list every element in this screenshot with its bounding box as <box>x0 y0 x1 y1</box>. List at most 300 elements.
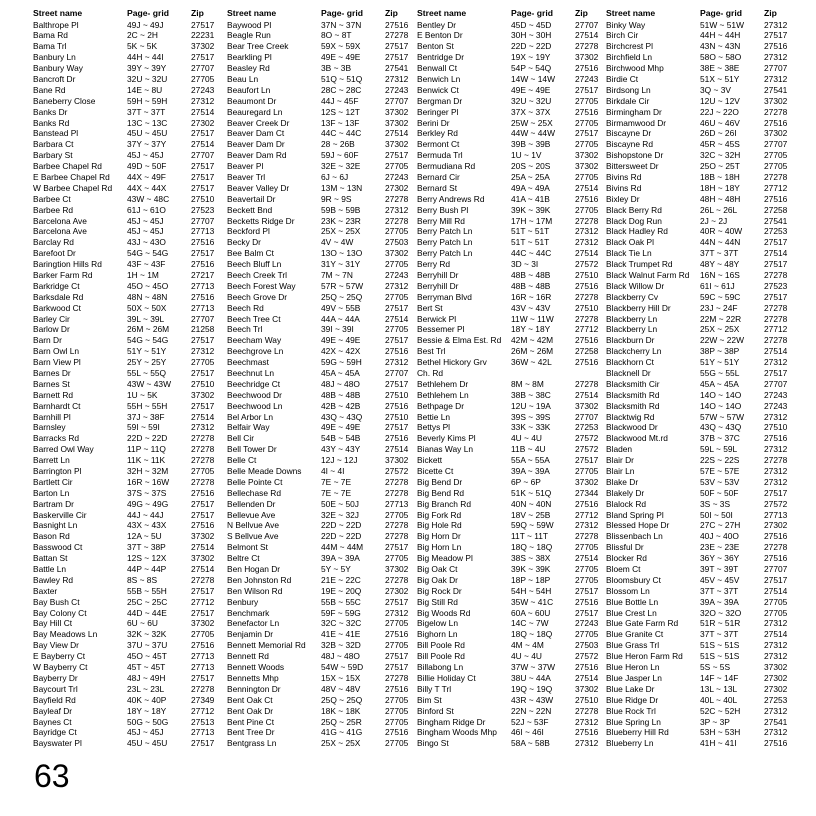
zip-code: 27514 <box>191 139 215 150</box>
street-name: Bearkling Pl <box>227 52 272 63</box>
page-grid: 11K ~ 11K <box>127 455 166 466</box>
zip-header: Zip <box>385 8 398 18</box>
street-name: Blue Grass Trl <box>606 640 660 651</box>
zip-code: 37302 <box>385 564 409 575</box>
street-name: Blalock Rd <box>606 498 647 509</box>
zip-code: 27707 <box>764 63 788 74</box>
page-grid: 43V ~ 43V <box>511 302 551 313</box>
zip-code: 37302 <box>575 400 599 411</box>
street-name: Beechwood Dr <box>227 389 282 400</box>
page-grid: 48B ~ 48B <box>511 269 551 280</box>
page-grid: 59H ~ 59H <box>127 95 168 106</box>
page-grid: 48B ~ 48B <box>511 280 551 291</box>
page-grid: 39L ~ 39L <box>127 313 165 324</box>
zip-code: 27302 <box>191 117 215 128</box>
street-name: Berry Patch Ln <box>417 248 473 259</box>
street-name: Blackberry Cv <box>606 291 659 302</box>
zip-code: 21258 <box>191 324 215 335</box>
street-name: Blue Spring Ln <box>606 716 661 727</box>
page-grid: 18P ~ 18P <box>511 574 551 585</box>
street-name: Big Oak Ct <box>417 564 458 575</box>
page-grid: 55G ~ 55L <box>700 368 740 378</box>
zip-code: 27312 <box>764 466 788 477</box>
page-grid: 44J ~ 45F <box>321 95 359 106</box>
street-name: W Barbee Chapel Rd <box>33 182 113 193</box>
street-name: Berini Dr <box>417 117 450 128</box>
zip-code: 27516 <box>385 346 409 357</box>
zip-code: 27517 <box>385 41 409 52</box>
street-name: Biscayne Dr <box>606 128 652 139</box>
zip-code: 27516 <box>575 280 599 291</box>
street-name: Benwick Ct <box>417 84 459 95</box>
page-grid: 51K ~ 51Q <box>511 487 552 498</box>
zip-code: 22231 <box>191 30 215 41</box>
street-name: Beaumont Dr <box>227 95 277 106</box>
zip-code: 27243 <box>385 171 409 182</box>
zip-code: 27517 <box>385 52 409 63</box>
page-grid: 37B ~ 37C <box>700 433 740 444</box>
page-grid: 39B ~ 39B <box>511 139 551 150</box>
zip-code: 27705 <box>385 738 409 749</box>
page-grid: 16R ~ 16W <box>127 476 170 487</box>
zip-code: 27278 <box>191 444 215 455</box>
street-name: Blocker Rd <box>606 553 647 564</box>
page-grid: 58A ~ 58B <box>511 738 550 749</box>
zip-code: 27517 <box>191 400 215 411</box>
page-grid: 39K ~ 39K <box>511 564 551 575</box>
zip-code: 27312 <box>764 476 788 487</box>
zip-code: 27517 <box>385 596 409 607</box>
street-name: Bennett Memorial Rd <box>227 640 306 651</box>
street-name: Beechridge Ct <box>227 378 281 389</box>
zip-code: 27541 <box>385 63 409 74</box>
zip-code: 27517 <box>191 52 215 63</box>
street-name: Blue Bottle Ln <box>606 596 659 607</box>
zip-code: 27705 <box>575 117 599 128</box>
street-name: Bianas Way Ln <box>417 444 474 455</box>
zip-code: 27705 <box>764 607 788 618</box>
page-grid: 5Y ~ 5Y <box>321 564 351 575</box>
page-grid: 54W ~ 59D <box>321 662 364 673</box>
zip-code: 27302 <box>385 585 409 596</box>
zip-code: 27517 <box>385 335 409 346</box>
street-name: Bayswater Pl <box>33 738 82 749</box>
page-grid: 59F ~ 59G <box>321 607 361 618</box>
page-grid: 18V ~ 25B <box>511 509 551 520</box>
zip-code: 27516 <box>575 498 599 509</box>
page-grid: 19E ~ 20Q <box>321 585 362 596</box>
zip-code: 27705 <box>385 226 409 237</box>
zip-code: 27516 <box>191 237 215 248</box>
page-grid: 25A ~ 25A <box>511 171 550 182</box>
street-name: Barrington Pl <box>33 466 82 477</box>
page-grid: 48Y ~ 48Y <box>700 259 740 270</box>
zip-code: 27278 <box>191 433 215 444</box>
street-name: Barker Farm Rd <box>33 269 93 280</box>
page-grid: 39Y ~ 39Y <box>127 63 167 74</box>
zip-code: 27713 <box>191 302 215 313</box>
zip-code: 27312 <box>575 226 599 237</box>
page-grid: 15X ~ 15X <box>321 672 361 683</box>
page-grid: 50X ~ 50X <box>127 302 167 313</box>
page-grid: 5K ~ 5K <box>127 41 158 52</box>
street-name: Beagle Run <box>227 30 271 41</box>
page-grid: 52J ~ 53F <box>511 716 549 727</box>
street-name: Bay Bush Ct <box>33 596 80 607</box>
street-name: Big Still Rd <box>417 596 458 607</box>
street-name: Bermont Ct <box>417 139 460 150</box>
page-grid: 32H ~ 32M <box>127 466 169 477</box>
zip-code: 27278 <box>575 313 599 324</box>
street-name: Birkdale Cir <box>606 95 650 106</box>
street-name: Benton St <box>417 41 454 52</box>
page-grid: 43Y ~ 43Y <box>321 444 361 455</box>
street-name: Barcelona Ave <box>33 226 87 237</box>
page-number: 63 <box>34 758 70 794</box>
street-name: Beaver Trl <box>227 171 266 182</box>
street-name: Benjamin Dr <box>227 629 274 640</box>
street-name: Beaver Dam Rd <box>227 150 287 161</box>
page-grid: 1U ~ 1V <box>511 150 542 161</box>
zip-code: 27707 <box>764 564 788 575</box>
page-grid: 45O ~ 45T <box>127 651 167 662</box>
street-name: Blair Ln <box>606 466 635 477</box>
page-grid: 27C ~ 27H <box>700 520 741 531</box>
page-grid: 44H ~ 44H <box>700 30 741 41</box>
street-name: Bickett <box>417 455 443 466</box>
page-grid: 12S ~ 12T <box>321 106 360 117</box>
page-grid: 43R ~ 43W <box>511 694 554 705</box>
page-grid: 59X ~ 59X <box>321 41 361 52</box>
page-grid: 14E ~ 8U <box>127 84 163 95</box>
page-grid: 40R ~ 40W <box>700 226 743 237</box>
street-name: Big Meadow Pl <box>417 553 473 564</box>
page-grid: 25X ~ 25X <box>700 324 740 335</box>
zip-code: 27705 <box>385 509 409 520</box>
street-name: Bloomsbury Ct <box>606 574 661 585</box>
street-name: Bel Arbor Ln <box>227 411 274 422</box>
page-grid: 36Y ~ 36Y <box>700 553 740 564</box>
street-name: Blue Lake Dr <box>606 683 655 694</box>
street-name: Bancroft Dr <box>33 73 76 84</box>
zip-code: 27516 <box>385 683 409 694</box>
page-grid: 45U ~ 45U <box>127 128 168 139</box>
street-name: Ben Wilson Rd <box>227 585 283 596</box>
page-grid: 18B ~ 18H <box>700 171 740 182</box>
page-grid: 51Y ~ 51Y <box>700 357 740 368</box>
zip-code: 27516 <box>385 433 409 444</box>
page-grid: 45J ~ 45J <box>127 226 164 237</box>
street-name: Beech Rd <box>227 302 264 313</box>
street-name: Berryman Blvd <box>417 291 472 302</box>
zip-code: 27517 <box>191 585 215 596</box>
page-grid: 25C ~ 25C <box>127 596 168 607</box>
page-grid: 22J ~ 22O <box>700 106 739 117</box>
page-grid: 61J ~ 61O <box>127 204 166 215</box>
street-name: Blakely Dr <box>606 487 645 498</box>
zip-code: 27278 <box>764 171 788 182</box>
street-name: Bennett Rd <box>227 651 269 662</box>
street-name: Benwall Ct <box>417 63 458 74</box>
page-grid: 18Q ~ 18Q <box>511 629 553 640</box>
street-name: Bethlehem Ln <box>417 389 469 400</box>
street-name: Black Dog Run <box>606 215 662 226</box>
street-name: Bim St <box>417 694 442 705</box>
page-grid: 32O ~ 32O <box>700 607 742 618</box>
zip-code: 37302 <box>191 41 215 52</box>
page-grid: 37N ~ 37N <box>321 19 362 30</box>
zip-code: 37302 <box>191 553 215 564</box>
street-name: Bayleaf Dr <box>33 705 73 716</box>
page-grid: 46U ~ 46V <box>700 117 740 128</box>
zip-code: 27312 <box>385 204 409 215</box>
street-name: Beecham Way <box>227 335 282 346</box>
street-name: Binky Way <box>606 19 646 30</box>
street-name: Banstead Pl <box>33 128 79 139</box>
street-name: Beaver Valley Dr <box>227 182 290 193</box>
zip-code: 27344 <box>575 487 599 498</box>
street-name: Bergman Dr <box>417 95 463 106</box>
zip-code: 27514 <box>764 346 788 357</box>
page-grid: 26M ~ 26M <box>127 324 170 335</box>
page-grid: 59J ~ 60F <box>321 150 359 161</box>
zip-code: 27517 <box>764 30 788 41</box>
page-grid: 37U ~ 37U <box>127 640 168 651</box>
page-grid: 45A ~ 45A <box>321 368 360 378</box>
page-grid: 3Q ~ 3V <box>700 84 731 95</box>
page-grid: 43Q ~ 43Q <box>321 411 363 422</box>
street-name: Bell Cir <box>227 433 254 444</box>
zip-code: 27516 <box>191 291 215 302</box>
page-grid: 32K ~ 32K <box>127 629 167 640</box>
street-name: Banbury Way <box>33 63 83 74</box>
page-grid: 16R ~ 16R <box>511 291 552 302</box>
zip-code: 27705 <box>575 542 599 553</box>
page-grid-header: Page- grid <box>511 8 554 18</box>
zip-code: 37302 <box>575 161 599 172</box>
zip-code: 27713 <box>191 651 215 662</box>
zip-code: 27514 <box>191 411 215 422</box>
zip-code: 27516 <box>575 335 599 346</box>
street-name: Blacksmith Rd <box>606 389 660 400</box>
street-name: Black Berry Rd <box>606 204 662 215</box>
street-name: Best Trl <box>417 346 446 357</box>
page-grid: 11W ~ 11W <box>511 313 554 324</box>
page-grid: 48J ~ 49H <box>127 672 166 683</box>
street-name: Black Willow Dr <box>606 280 665 291</box>
street-name: Bama Trl <box>33 41 67 52</box>
street-name: Beech Creek Trl <box>227 269 288 280</box>
zip-code: 27278 <box>575 531 599 542</box>
page-grid: 13O ~ 13O <box>321 248 363 259</box>
zip-code: 27523 <box>764 280 788 291</box>
page-grid: 45U ~ 45U <box>127 738 168 749</box>
street-name: Berry Andrews Rd <box>417 193 485 204</box>
zip-code: 27278 <box>385 574 409 585</box>
zip-code: 27516 <box>575 193 599 204</box>
page-grid: 43J ~ 43O <box>127 237 166 248</box>
page-grid: 26M ~ 26M <box>511 346 554 357</box>
page-grid: 44M ~ 44M <box>321 542 364 553</box>
page-grid: 44P ~ 44P <box>127 564 167 575</box>
zip-code: 27312 <box>764 411 788 422</box>
street-name: Bent Pine Ct <box>227 716 275 727</box>
zip-code: 27514 <box>764 248 788 259</box>
street-name: Bay Colony Ct <box>33 607 87 618</box>
street-name: Bill Poole Rd <box>417 640 465 651</box>
street-name: Bell Tower Dr <box>227 444 277 455</box>
street-name: Beauregard Ln <box>227 106 283 117</box>
page-grid: 7M ~ 7N <box>321 269 353 280</box>
street-name: Barnes Dr <box>33 368 71 378</box>
street-name: Big Horn Ln <box>417 542 462 553</box>
street-name: Belle Ct <box>227 455 257 466</box>
zip-code: 27312 <box>764 19 788 30</box>
page-grid: 22D ~ 22D <box>127 433 168 444</box>
street-name: Bethpage Dr <box>417 400 465 411</box>
zip-code: 27514 <box>385 128 409 139</box>
zip-code: 27517 <box>191 368 215 378</box>
zip-code: 27516 <box>764 738 788 749</box>
zip-code: 27705 <box>385 259 409 270</box>
page-grid: 6P ~ 6P <box>511 476 541 487</box>
street-name: Barnett Rd <box>33 389 74 400</box>
zip-code: 27705 <box>575 466 599 477</box>
page-grid: 59G ~ 59H <box>321 357 362 368</box>
page-grid: 37W ~ 37W <box>511 662 555 673</box>
street-name: Bayfield Rd <box>33 694 76 705</box>
zip-code: 27705 <box>385 716 409 727</box>
street-name: Birchwood Mhp <box>606 63 664 74</box>
page-grid: 49E ~ 49E <box>321 335 361 346</box>
street-name: Bawley Rd <box>33 574 74 585</box>
zip-code: 27516 <box>191 259 215 270</box>
zip-code: 27278 <box>385 476 409 487</box>
street-name: Beringer Pl <box>417 106 459 117</box>
zip-code: 27516 <box>764 117 788 128</box>
street-name: Bentley Dr <box>417 19 457 30</box>
page-grid: 37T ~ 38P <box>127 542 166 553</box>
page-grid: 4U ~ 4U <box>511 433 542 444</box>
zip-code: 27302 <box>764 683 788 694</box>
page-grid: 51S ~ 51S <box>700 651 740 662</box>
zip-code: 27510 <box>385 389 409 400</box>
page-grid: 48V ~ 48V <box>321 683 361 694</box>
zip-code: 27312 <box>764 357 788 368</box>
page-grid: 32B ~ 32D <box>321 640 361 651</box>
zip-code: 27517 <box>191 498 215 509</box>
street-name-header: Street name <box>417 8 467 18</box>
zip-code: 27510 <box>764 422 788 433</box>
street-name: Birmingham Dr <box>606 106 662 117</box>
zip-code: 27278 <box>764 269 788 280</box>
street-name: Bettie Ln <box>417 411 451 422</box>
zip-code: 27514 <box>191 106 215 117</box>
street-name: Bladen <box>606 444 633 455</box>
street-name: Barnhill Pl <box>33 411 71 422</box>
zip-code: 27705 <box>385 640 409 651</box>
page-grid: 12A ~ 5U <box>127 531 162 542</box>
zip-code: 27243 <box>385 269 409 280</box>
zip-code: 27516 <box>191 487 215 498</box>
street-name: Blue Ridge Dr <box>606 694 659 705</box>
zip-code: 27517 <box>764 259 788 270</box>
page-grid: 38P ~ 38P <box>700 346 740 357</box>
street-name: Barred Owl Way <box>33 444 94 455</box>
street-name: Berry Patch Ln <box>417 226 473 237</box>
zip-code: 27312 <box>764 618 788 629</box>
zip-code: 27513 <box>191 716 215 727</box>
zip-code: 27516 <box>575 63 599 74</box>
zip-code: 27572 <box>575 444 599 455</box>
page-grid: 1H ~ 1M <box>127 269 159 280</box>
page-grid: 3B ~ 3B <box>321 63 352 74</box>
street-name: Bigelow Ln <box>417 618 458 629</box>
page-grid: 41H ~ 41I <box>700 738 737 749</box>
page-grid: 43W ~ 48C <box>127 193 170 204</box>
zip-code: 27349 <box>191 694 215 705</box>
zip-code: 27243 <box>764 389 788 400</box>
zip-code: 27516 <box>191 520 215 531</box>
zip-code: 27516 <box>764 531 788 542</box>
street-name: Blissful Dr <box>606 542 644 553</box>
page-grid: 18Q ~ 18Q <box>511 542 553 553</box>
street-name: Bert St <box>417 302 443 313</box>
page-grid: 25O ~ 25T <box>700 161 740 172</box>
street-name: Bellechase Rd <box>227 487 282 498</box>
page-grid: 49E ~ 49E <box>321 52 361 63</box>
zip-code: 27278 <box>764 335 788 346</box>
zip-code: 27516 <box>575 727 599 738</box>
zip-code: 27517 <box>191 335 215 346</box>
street-name: Barbara Ct <box>33 139 74 150</box>
street-name: Bermudiana Rd <box>417 161 476 172</box>
zip-code: 27705 <box>385 161 409 172</box>
zip-code: 27243 <box>191 84 215 95</box>
street-name: Basnight Ln <box>33 520 78 531</box>
zip-code: 37302 <box>385 455 409 466</box>
street-name: Beaver Pl <box>227 161 264 172</box>
street-name: Blue Heron Farm Rd <box>606 651 683 662</box>
zip-code: 27258 <box>764 204 788 215</box>
street-name: Bason Rd <box>33 531 70 542</box>
page-grid: 39T ~ 39T <box>700 564 739 575</box>
page-grid: 54H ~ 54H <box>511 585 552 596</box>
zip-code: 27312 <box>385 607 409 618</box>
page-grid: 25Y ~ 25Y <box>127 357 167 368</box>
street-name: Benchmark <box>227 607 270 618</box>
page-grid: 5S ~ 5S <box>700 662 731 673</box>
zip-code: 37302 <box>764 128 788 139</box>
zip-code: 27517 <box>764 368 788 378</box>
street-name: Beaufort Ln <box>227 84 271 95</box>
zip-code: 27713 <box>764 509 788 520</box>
zip-code: 27514 <box>764 585 788 596</box>
page-grid: 49G ~ 49G <box>127 498 169 509</box>
zip-code: 27302 <box>385 182 409 193</box>
page-grid: 19X ~ 19Y <box>511 52 551 63</box>
zip-code: 27516 <box>575 662 599 673</box>
page-grid: 54B ~ 54B <box>321 433 361 444</box>
zip-code: 27517 <box>191 738 215 749</box>
page-grid: 39A ~ 39A <box>511 466 550 477</box>
page-grid: 22W ~ 22W <box>700 335 744 346</box>
street-name: Beasley Rd <box>227 63 270 74</box>
page-grid: 59C ~ 59C <box>700 291 741 302</box>
page-grid: 51Q ~ 51Q <box>321 73 363 84</box>
page-grid: 54G ~ 54G <box>127 335 169 346</box>
zip-code: 27278 <box>385 30 409 41</box>
